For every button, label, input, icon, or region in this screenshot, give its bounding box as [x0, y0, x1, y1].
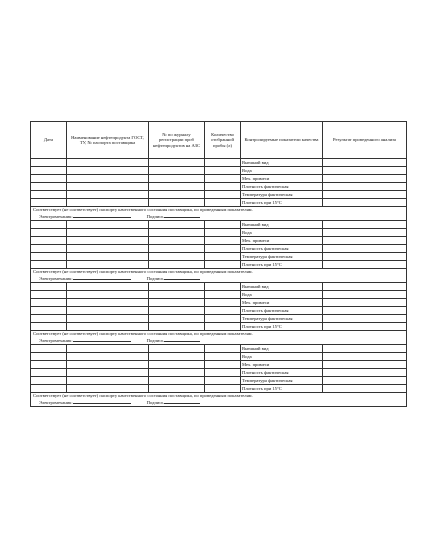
product-cell[interactable]: [67, 353, 149, 361]
product-cell[interactable]: [67, 245, 149, 253]
signature-label: Подпись: [146, 400, 164, 406]
table-row: [31, 291, 407, 299]
result-cell[interactable]: [323, 315, 407, 323]
header-indicators: Контролируемые показатели качества: [241, 122, 323, 159]
sample-quantity-cell[interactable]: [205, 377, 241, 385]
sample-quantity-cell[interactable]: [205, 315, 241, 323]
result-cell[interactable]: [323, 167, 407, 175]
sample-quantity-cell[interactable]: [205, 191, 241, 199]
journal-number-cell[interactable]: [149, 253, 205, 261]
product-cell[interactable]: [67, 191, 149, 199]
date-cell[interactable]: [31, 353, 67, 361]
date-cell[interactable]: [31, 167, 67, 175]
table-row: [31, 191, 407, 199]
compliance-note: Соответствует (не соответствует) паспорту качественного состояния поставщика, по проведенным показателям.: [31, 269, 407, 276]
date-cell[interactable]: [31, 191, 67, 199]
table-row: [31, 369, 407, 377]
journal-number-cell[interactable]: [149, 307, 205, 315]
signature-field[interactable]: [164, 213, 200, 218]
result-cell[interactable]: [323, 191, 407, 199]
result-cell[interactable]: [323, 291, 407, 299]
signature-row: [31, 337, 407, 345]
sample-quantity-cell[interactable]: [205, 237, 241, 245]
product-cell[interactable]: [67, 283, 149, 291]
sample-quantity-cell[interactable]: [205, 361, 241, 369]
signature-field[interactable]: [164, 275, 200, 280]
journal-number-cell[interactable]: [149, 183, 205, 191]
indicator-cell: Плотность фактическая: [241, 307, 323, 315]
table-row: [31, 167, 407, 175]
signature-label: Подпись: [146, 214, 164, 220]
sample-quantity-cell[interactable]: [205, 199, 241, 207]
indicator-cell: Внешний вид: [241, 159, 323, 167]
date-cell[interactable]: [31, 377, 67, 385]
product-cell[interactable]: [67, 345, 149, 353]
result-cell[interactable]: [323, 253, 407, 261]
indicator-cell: Мех. примеси: [241, 175, 323, 183]
table-row: [31, 377, 407, 385]
signature-row: [31, 399, 407, 407]
date-cell[interactable]: [31, 183, 67, 191]
product-cell[interactable]: [67, 369, 149, 377]
compliance-note: Соответствует (не соответствует) паспорту качественного состояния поставщика, по проведенным показателям.: [31, 393, 407, 400]
table-row: [31, 245, 407, 253]
table-row: [31, 307, 407, 315]
date-cell[interactable]: [31, 261, 67, 269]
table-row: [31, 199, 407, 207]
date-cell[interactable]: [31, 237, 67, 245]
date-cell[interactable]: [31, 229, 67, 237]
journal-number-cell[interactable]: [149, 245, 205, 253]
date-cell[interactable]: [31, 245, 67, 253]
journal-number-cell[interactable]: [149, 353, 205, 361]
signature-row: [31, 275, 407, 283]
sample-quantity-cell[interactable]: [205, 253, 241, 261]
signature-label: Подпись: [146, 276, 164, 282]
sample-quantity-cell[interactable]: [205, 369, 241, 377]
product-cell[interactable]: [67, 237, 149, 245]
journal-number-cell[interactable]: [149, 221, 205, 229]
electromechanic-label: Электромеханик:: [39, 400, 73, 406]
product-cell[interactable]: [67, 307, 149, 315]
indicator-cell: Плотность фактическая: [241, 183, 323, 191]
product-cell[interactable]: [67, 253, 149, 261]
electromechanic-name-field[interactable]: [73, 337, 131, 342]
quality-control-table: [30, 121, 407, 407]
product-cell[interactable]: [67, 299, 149, 307]
sample-quantity-cell[interactable]: [205, 299, 241, 307]
sample-quantity-cell[interactable]: [205, 229, 241, 237]
indicator-cell: Мех. примеси: [241, 237, 323, 245]
sample-quantity-cell[interactable]: [205, 167, 241, 175]
date-cell[interactable]: [31, 315, 67, 323]
sample-quantity-cell[interactable]: [205, 261, 241, 269]
signature-field[interactable]: [164, 399, 200, 404]
table-row: [31, 229, 407, 237]
table-row: [31, 299, 407, 307]
indicator-cell: Вода: [241, 353, 323, 361]
date-cell[interactable]: [31, 221, 67, 229]
table-header-row: [31, 122, 407, 159]
result-cell[interactable]: [323, 159, 407, 167]
result-cell[interactable]: [323, 221, 407, 229]
product-cell[interactable]: [67, 315, 149, 323]
product-cell[interactable]: [67, 229, 149, 237]
product-cell[interactable]: [67, 167, 149, 175]
sample-quantity-cell[interactable]: [205, 183, 241, 191]
table-row: [31, 221, 407, 229]
sample-quantity-cell[interactable]: [205, 385, 241, 393]
table-row: [31, 283, 407, 291]
table-row: [31, 261, 407, 269]
journal-number-cell[interactable]: [149, 385, 205, 393]
result-cell[interactable]: [323, 283, 407, 291]
date-cell[interactable]: [31, 291, 67, 299]
journal-number-cell[interactable]: [149, 377, 205, 385]
journal-number-cell[interactable]: [149, 323, 205, 331]
result-cell[interactable]: [323, 299, 407, 307]
sample-quantity-cell[interactable]: [205, 345, 241, 353]
electromechanic-name-field[interactable]: [73, 275, 131, 280]
result-cell[interactable]: [323, 353, 407, 361]
result-cell[interactable]: [323, 323, 407, 331]
product-cell[interactable]: [67, 221, 149, 229]
table-row: [31, 345, 407, 353]
product-cell[interactable]: [67, 385, 149, 393]
result-cell[interactable]: [323, 369, 407, 377]
product-cell[interactable]: [67, 175, 149, 183]
date-cell[interactable]: [31, 199, 67, 207]
header-date: Дата: [31, 122, 67, 159]
date-cell[interactable]: [31, 369, 67, 377]
table-row: [31, 353, 407, 361]
result-cell[interactable]: [323, 183, 407, 191]
header-journal-number: № по журналу регистрации проб нефтепродуктов на АЗС: [149, 122, 205, 159]
journal-number-cell[interactable]: [149, 299, 205, 307]
indicator-cell: Внешний вид: [241, 345, 323, 353]
electromechanic-name-field[interactable]: [73, 213, 131, 218]
compliance-note: Соответствует (не соответствует) паспорту качественного состояния поставщика, по проведенным показателям.: [31, 207, 407, 214]
indicator-cell: Внешний вид: [241, 283, 323, 291]
journal-number-cell[interactable]: [149, 159, 205, 167]
date-cell[interactable]: [31, 385, 67, 393]
product-cell[interactable]: [67, 361, 149, 369]
indicator-cell: Плотность при 15°С: [241, 199, 323, 207]
table-row: [31, 361, 407, 369]
indicator-cell: Внешний вид: [241, 221, 323, 229]
date-cell[interactable]: [31, 361, 67, 369]
sample-quantity-cell[interactable]: [205, 353, 241, 361]
sample-quantity-cell[interactable]: [205, 291, 241, 299]
result-cell[interactable]: [323, 229, 407, 237]
sample-quantity-cell[interactable]: [205, 221, 241, 229]
indicator-cell: Плотность при 15°С: [241, 261, 323, 269]
table-row: [31, 159, 407, 167]
journal-number-cell[interactable]: [149, 237, 205, 245]
result-cell[interactable]: [323, 377, 407, 385]
journal-number-cell[interactable]: [149, 361, 205, 369]
date-cell[interactable]: [31, 323, 67, 331]
journal-number-cell[interactable]: [149, 175, 205, 183]
indicator-cell: Плотность при 15°С: [241, 323, 323, 331]
result-cell[interactable]: [323, 237, 407, 245]
indicator-cell: Температура фактическая: [241, 191, 323, 199]
journal-number-cell[interactable]: [149, 291, 205, 299]
header-product-name: Наименование нефтепродукта ГОСТ, ТУ, № паспорта поставщика: [67, 122, 149, 159]
date-cell[interactable]: [31, 283, 67, 291]
product-cell[interactable]: [67, 261, 149, 269]
journal-number-cell[interactable]: [149, 261, 205, 269]
date-cell[interactable]: [31, 345, 67, 353]
signature-field[interactable]: [164, 337, 200, 342]
indicator-cell: Плотность при 15°С: [241, 385, 323, 393]
table-row: [31, 385, 407, 393]
indicator-cell: Вода: [241, 229, 323, 237]
indicator-cell: Температура фактическая: [241, 253, 323, 261]
journal-number-cell[interactable]: [149, 229, 205, 237]
result-cell[interactable]: [323, 261, 407, 269]
indicator-cell: Вода: [241, 291, 323, 299]
electromechanic-label: Электромеханик:: [39, 276, 73, 282]
sample-quantity-cell[interactable]: [205, 283, 241, 291]
result-cell[interactable]: [323, 361, 407, 369]
table-row: [31, 175, 407, 183]
header-sample-quantity: Количество отобранной пробы (л): [205, 122, 241, 159]
indicator-cell: Плотность фактическая: [241, 245, 323, 253]
date-cell[interactable]: [31, 175, 67, 183]
result-cell[interactable]: [323, 245, 407, 253]
electromechanic-label: Электромеханик:: [39, 214, 73, 220]
indicator-cell: Вода: [241, 167, 323, 175]
table-row: [31, 183, 407, 191]
indicator-cell: Температура фактическая: [241, 377, 323, 385]
signature-row: [31, 213, 407, 221]
product-cell[interactable]: [67, 323, 149, 331]
result-cell[interactable]: [323, 385, 407, 393]
indicator-cell: Мех. примеси: [241, 299, 323, 307]
sample-quantity-cell[interactable]: [205, 323, 241, 331]
indicator-cell: Температура фактическая: [241, 315, 323, 323]
product-cell[interactable]: [67, 159, 149, 167]
journal-number-cell[interactable]: [149, 345, 205, 353]
product-cell[interactable]: [67, 199, 149, 207]
table-row: [31, 253, 407, 261]
journal-number-cell[interactable]: [149, 369, 205, 377]
sample-quantity-cell[interactable]: [205, 245, 241, 253]
date-cell[interactable]: [31, 299, 67, 307]
journal-number-cell[interactable]: [149, 283, 205, 291]
product-cell[interactable]: [67, 291, 149, 299]
result-cell[interactable]: [323, 345, 407, 353]
result-cell[interactable]: [323, 199, 407, 207]
journal-number-cell[interactable]: [149, 167, 205, 175]
sample-quantity-cell[interactable]: [205, 175, 241, 183]
form-body: [31, 159, 407, 407]
sample-quantity-cell[interactable]: [205, 159, 241, 167]
compliance-note: Соответствует (не соответствует) паспорту качественного состояния поставщика, по проведенным показателям.: [31, 331, 407, 338]
date-cell[interactable]: [31, 159, 67, 167]
electromechanic-label: Электромеханик:: [39, 338, 73, 344]
journal-number-cell[interactable]: [149, 199, 205, 207]
header-result: Результат проведенного анализа: [323, 122, 407, 159]
table-row: [31, 315, 407, 323]
sample-quantity-cell[interactable]: [205, 307, 241, 315]
table-row: [31, 323, 407, 331]
journal-number-cell[interactable]: [149, 315, 205, 323]
table-row: [31, 237, 407, 245]
date-cell[interactable]: [31, 253, 67, 261]
electromechanic-name-field[interactable]: [73, 399, 131, 404]
result-cell[interactable]: [323, 175, 407, 183]
journal-number-cell[interactable]: [149, 191, 205, 199]
signature-label: Подпись: [146, 338, 164, 344]
indicator-cell: Плотность фактическая: [241, 369, 323, 377]
quality-control-form: [30, 121, 406, 407]
product-cell[interactable]: [67, 377, 149, 385]
indicator-cell: Мех. примеси: [241, 361, 323, 369]
product-cell[interactable]: [67, 183, 149, 191]
result-cell[interactable]: [323, 307, 407, 315]
date-cell[interactable]: [31, 307, 67, 315]
